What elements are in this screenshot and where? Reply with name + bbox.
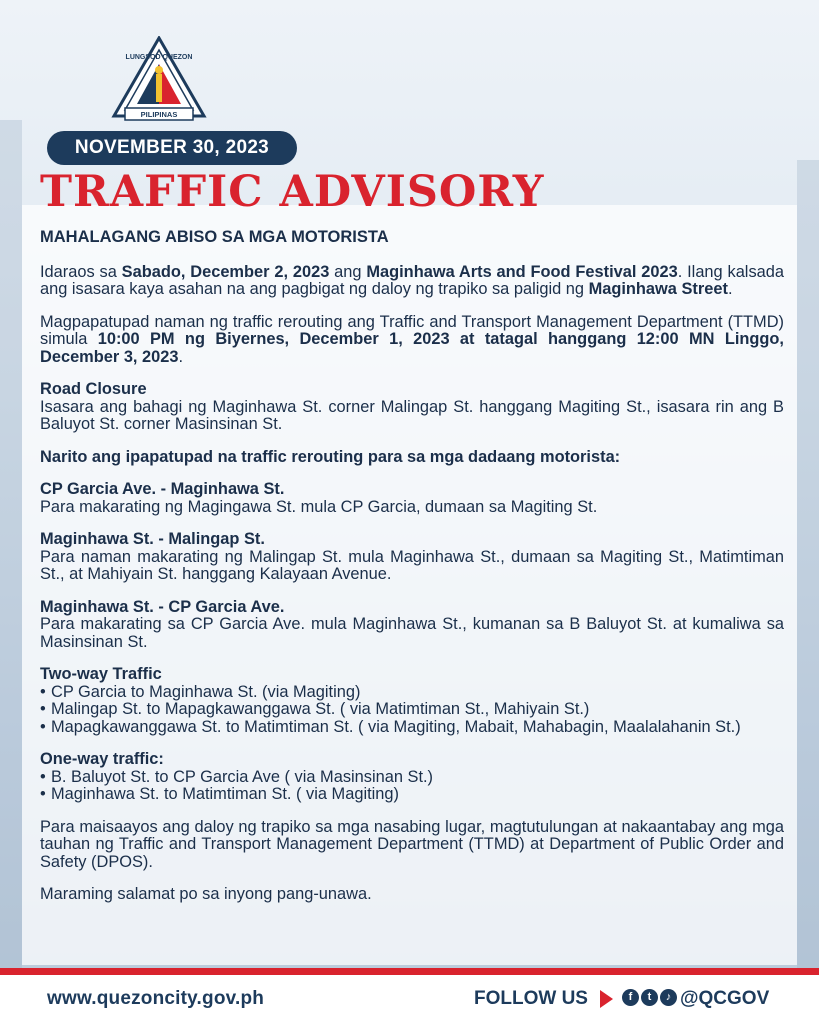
play-arrow-icon (600, 990, 613, 1008)
road-closure-section (40, 381, 784, 434)
reroute-schedule: 10:00 PM ng Biyernes, December 1, 2023 at tatagal hanggang 12:00 MN Linggo, December 3, 2023 (40, 330, 784, 366)
reroute-text-1: Magpapatupad naman ng traffic rerouting ang Traffic and Transport Management Department (TTMD) simula (40, 312, 784, 348)
date-badge: NOVEMBER 30, 2023 (47, 131, 297, 165)
route-section (40, 481, 784, 516)
tiktok-icon[interactable]: ♪ (660, 989, 677, 1006)
list-item: • CP Garcia to Maginhawa St. (via Magiting) (40, 684, 784, 702)
one-way-section (40, 751, 784, 804)
one-way-list (40, 769, 784, 804)
route-heading: Maginhawa St. - CP Garcia Ave. (40, 597, 285, 616)
route-section (40, 531, 784, 584)
route-heading: CP Garcia Ave. - Maginhawa St. (40, 480, 285, 498)
route-heading: Maginhawa St. - Malingap St. (40, 530, 265, 548)
intro-text-2: ang (329, 262, 367, 281)
street-name: Maginhawa Street (588, 280, 728, 298)
background-building-left (0, 120, 22, 970)
closing-paragraph: Para maisaayos ang daloy ng trapiko sa mga nasabing lugar, magtutulungan at nakaantabay ang mga tauhan ng Traffic and Transport Management Department (TTMD) at Department of Public Order and Safety (DPOS). (40, 817, 784, 871)
list-item: • Maginhawa St. to Matimtiman St. ( via Magiting) (40, 786, 784, 804)
quezon-city-seal-logo (111, 36, 207, 124)
list-item: • B. Baluyot St. to CP Garcia Ave ( via Masinsinan St.) (40, 769, 784, 787)
facebook-icon[interactable]: f (622, 989, 639, 1006)
route-text: Para makarating sa CP Garcia Ave. mula Maginhawa St., kumanan sa B Baluyot St. at kumaliwa sa Masinsinan St. (40, 615, 784, 651)
two-way-section (40, 666, 784, 736)
footer-divider (0, 968, 819, 975)
reroute-text-2: . (178, 347, 184, 366)
headline: TRAFFIC ADVISORY (40, 167, 545, 217)
road-closure-heading: Road Closure (40, 380, 147, 398)
social-handle[interactable]: @QCGOV (680, 988, 770, 1009)
twitter-icon[interactable]: t (641, 989, 658, 1006)
social-icons (622, 989, 677, 1006)
festival-date: Sabado, December 2, 2023 (121, 262, 330, 281)
intro-text-3: . Ilang kalsada ang isasara kaya asahan na ang pagbigat ng daloy ng trapiko sa paligid ng (40, 262, 784, 298)
festival-name: Maginhawa Arts and Food Festival 2023 (366, 262, 678, 281)
route-section (40, 599, 784, 652)
intro-paragraph (40, 264, 784, 299)
seal-banner-text: PILIPINAS (140, 110, 178, 119)
list-item: • Mapagkawanggawa St. to Matimtiman St. ( via Magiting, Mabait, Mahabagin, Maalalahanin St.) (40, 719, 784, 737)
advisory-body (40, 229, 784, 904)
rerouting-paragraph (40, 314, 784, 367)
intro-text-4: . (727, 280, 733, 298)
two-way-heading: Two-way Traffic (40, 665, 162, 683)
intro-text-1: Idaraos sa (40, 262, 122, 281)
route-text: Para makarating ng Magingawa St. mula CP Garcia, dumaan sa Magiting St. (40, 497, 598, 516)
two-way-list (40, 684, 784, 737)
one-way-heading: One-way traffic: (40, 750, 164, 768)
follow-us-label: FOLLOW US (474, 988, 588, 1009)
rerouting-heading: Narito ang ipapatupad na traffic rerouting para sa mga dadaang motorista: (40, 447, 621, 466)
background-building-right (797, 160, 819, 970)
list-item: • Malingap St. to Mapagkawanggawa St. ( via Matimtiman St., Mahiyain St.) (40, 701, 784, 719)
route-text: Para naman makarating ng Malingap St. mula Maginhawa St., dumaan sa Magiting St., Matimtiman St., at Mahiyain St. hanggang Kalayaan Avenue. (40, 547, 784, 583)
thanks-line: Maraming salamat po sa inyong pang-unawa. (40, 885, 372, 903)
road-closure-text: Isasara ang bahagi ng Maginhawa St. corner Malingap St. hanggang Magiting St., isasara rin ang B Baluyot St. corner Masinsinan St. (40, 397, 784, 433)
subtitle: MAHALAGANG ABISO SA MGA MOTORISTA (40, 228, 389, 246)
seal-arc-text: LUNGSOD QUEZON (125, 54, 193, 61)
website-link[interactable]: www.quezoncity.gov.ph (47, 988, 265, 1009)
